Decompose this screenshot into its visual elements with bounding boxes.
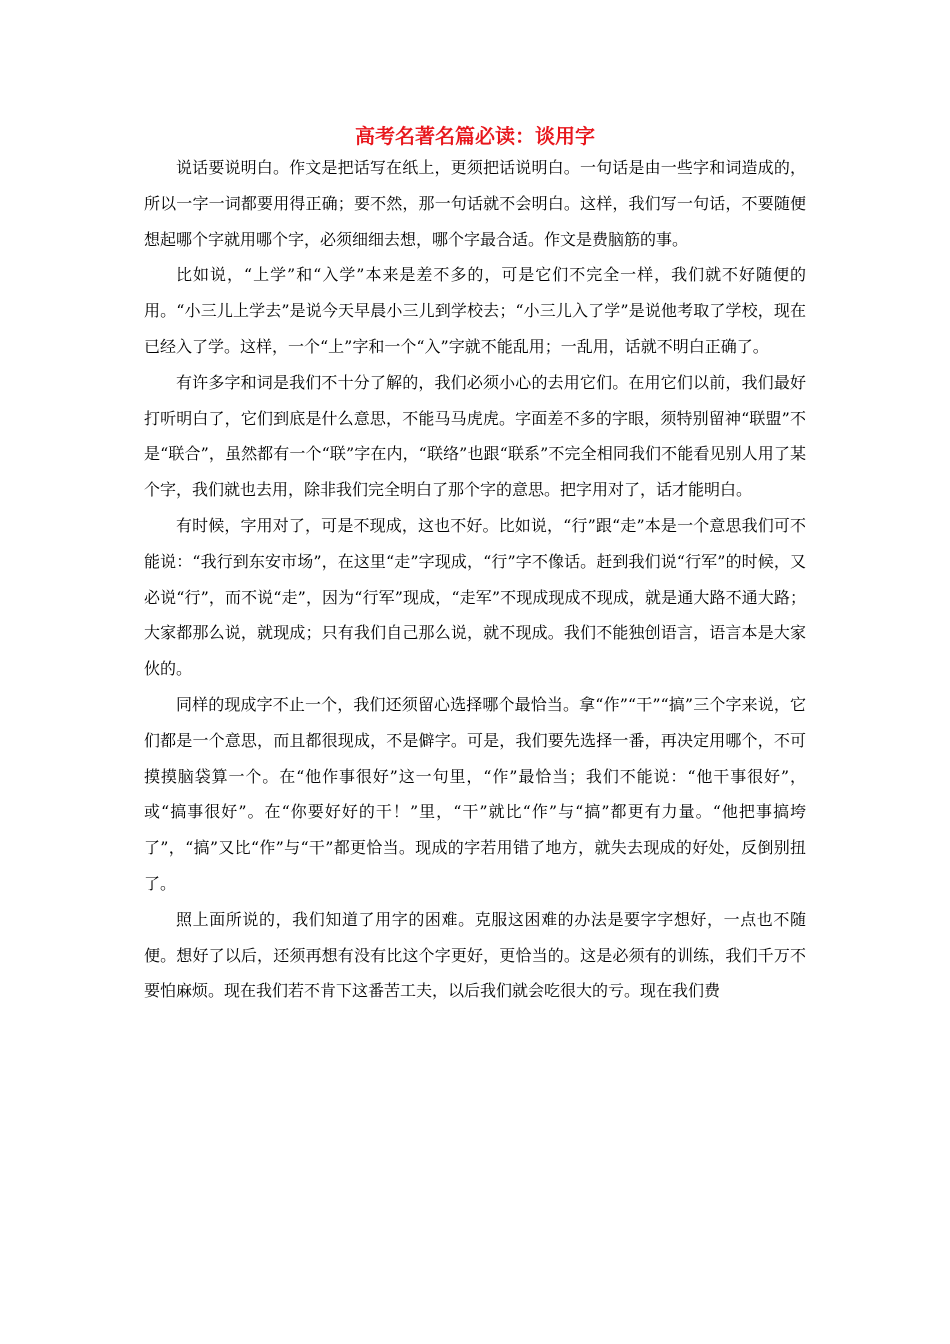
paragraph: 同样的现成字不止一个，我们还须留心选择哪个最恰当。拿“作”“干”“搞”三个字来说，它们都是一个意思，而且都很现成，不是僻字。可是，我们要先选择一番，再决定用哪个，不可摸摸脑袋算一个。在“他作事很好”这一句里，“作”最恰当；我们不能说：“他干事很好”，或“搞事很好”。在“你要好好的干！”里，“干”就比“作”与“搞”都更有力量。“他把事搞垮了”，“搞”又比“作”与“干”都更恰当。现成的字若用错了地方，就失去现成的好处，反倒别扭了。 — [144, 694, 806, 893]
paragraph: 比如说，“上学”和“入学”本来是差不多的，可是它们不完全一样，我们就不好随便的用。“小三儿上学去”是说今天早晨小三儿到学校去；“小三儿入了学”是说他考取了学校，现在已经入了学。这样，一个“上”字和一个“入”字就不能乱用；一乱用，话就不明白正确了。 — [144, 265, 806, 356]
paragraph: 有时候，字用对了，可是不现成，这也不好。比如说，“行”跟“走”本是一个意思我们可不能说：“我行到东安市场”，在这里“走”字现成，“行”字不像话。赶到我们说“行军”的时候，又必说“行”，而不说“走”，因为“行军”现成，“走军”不现成现成不现成，就是通大路不通大路；大家都那么说，就现成；只有我们自己那么说，就不现成。我们不能独创语言，语言本是大家伙的。 — [144, 515, 806, 679]
paragraph: 照上面所说的，我们知道了用字的困难。克服这困难的办法是要字字想好，一点也不随便。想好了以后，还须再想有没有比这个字更好，更恰当的。这是必须有的训练，我们千万不要怕麻烦。现在我们若不肯下这番苦工夫，以后我们就会吃很大的亏。现在我们费 — [144, 909, 806, 1001]
paragraph: 说话要说明白。作文是把话写在纸上，更须把话说明白。一句话是由一些字和词造成的，所以一字一词都要用得正确；要不然，那一句话就不会明白。这样，我们写一句话，不要随便想起哪个字就用哪个字，必须细细去想，哪个字最合适。作文是费脑筋的事。 — [144, 158, 806, 249]
document-title: 高考名著名篇必读：谈用字 — [355, 124, 595, 148]
paragraph: 有许多字和词是我们不十分了解的，我们必须小心的去用它们。在用它们以前，我们最好打听明白了，它们到底是什么意思，不能马马虎虎。字面差不多的字眼，须特别留神“联盟”不是“联合”，虽然都有一个“联”字在内，“联络”也跟“联系”不完全相同我们不能看见别人用了某个字，我们就也去用，除非我们完全明白了那个字的意思。把字用对了，话才能明白。 — [144, 372, 806, 500]
article-body — [144, 150, 806, 1009]
